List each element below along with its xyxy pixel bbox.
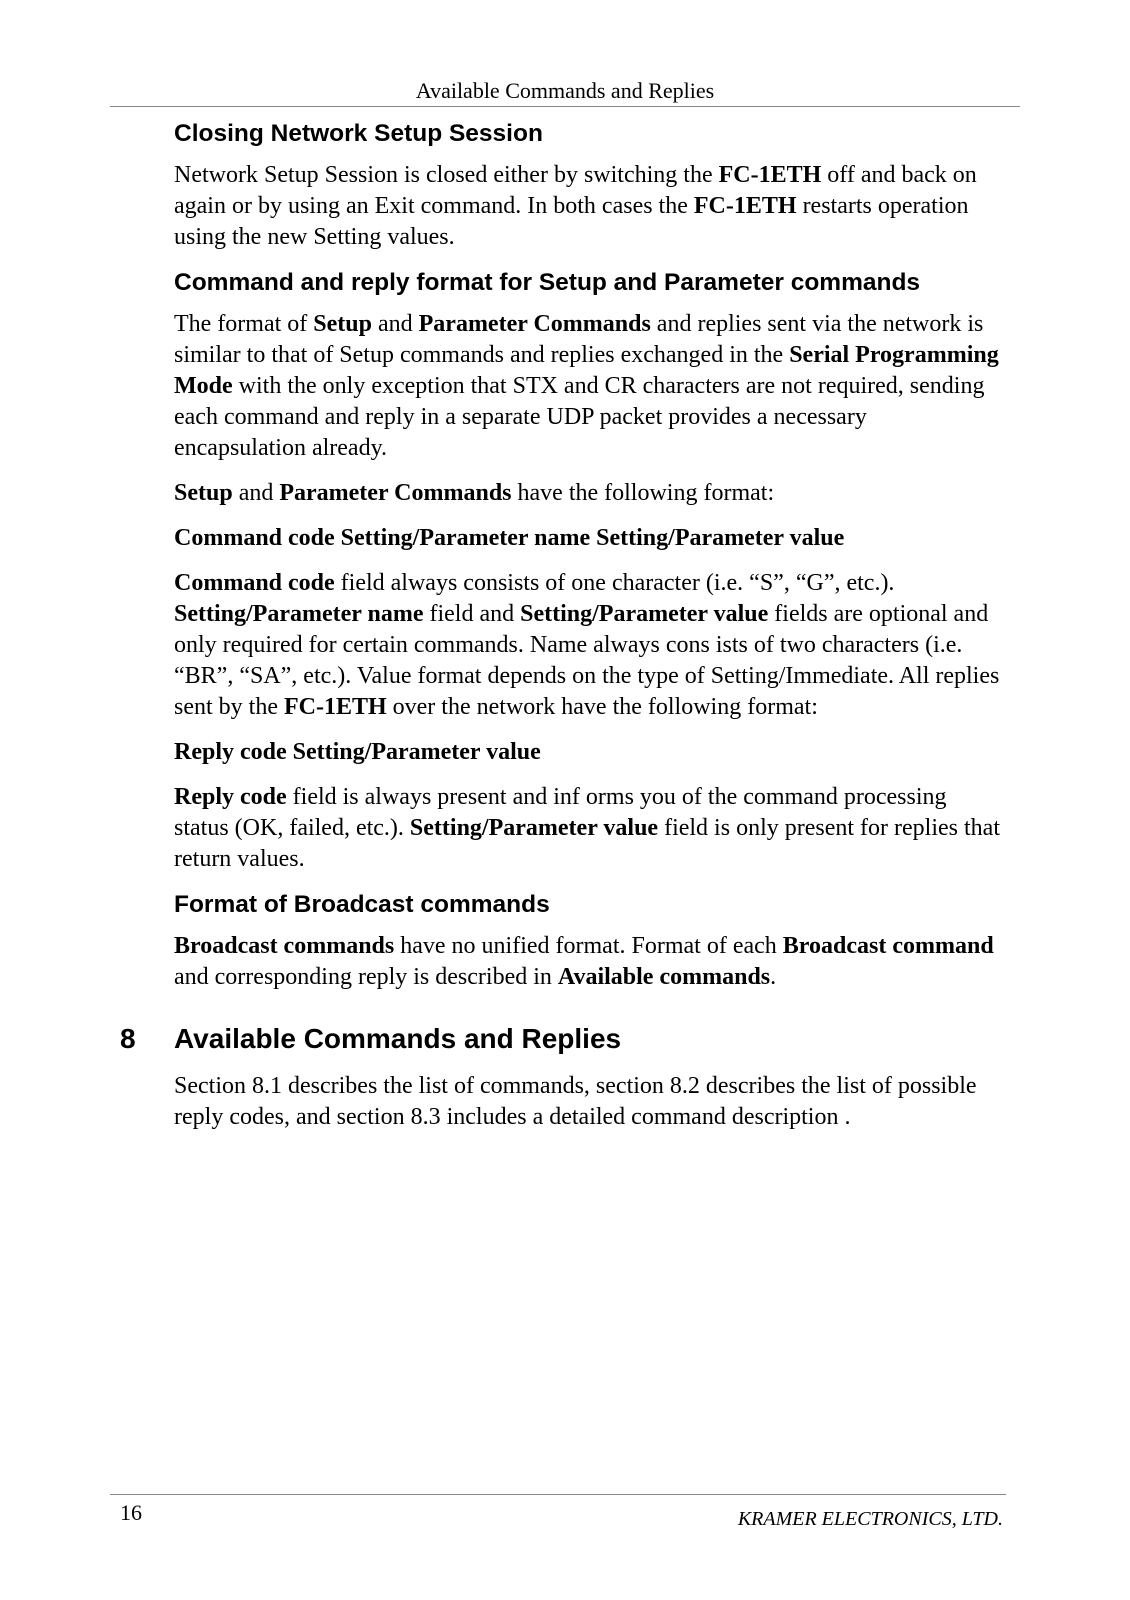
text: have the following format: bbox=[511, 480, 775, 506]
reply-format-line: Reply code Setting/Parameter value bbox=[174, 739, 541, 765]
text: The format of bbox=[174, 311, 314, 337]
bold-term: Available commands bbox=[557, 964, 771, 990]
header-rule bbox=[110, 106, 1020, 107]
product-name: FC-1ETH bbox=[283, 694, 387, 720]
text: Network Setup Session is closed either by switching the bbox=[174, 162, 719, 188]
text: with the only exception that STX and CR characters are not required, sending each command and reply in a separate UDP packet provides a necessary encapsulation already. bbox=[174, 373, 985, 461]
bold-term: Parameter Commands bbox=[418, 311, 651, 337]
text: and bbox=[232, 480, 280, 506]
company-name: KRAMER ELECTRONICS, LTD. bbox=[737, 1508, 1003, 1530]
text: off and back on again or by using an Exit command. In both cases the bbox=[174, 162, 977, 219]
text: field is always present and inf orms you of the command processing status (OK, failed, etc.). bbox=[174, 784, 947, 841]
bold-term: Setup bbox=[313, 311, 372, 337]
bold-term: Setting/Parameter value bbox=[409, 815, 659, 841]
bold-term: Broadcast commands bbox=[174, 933, 395, 959]
text: field is only present for replies that return values. bbox=[174, 815, 1000, 872]
chapter-title: Available Commands and Replies bbox=[174, 1023, 622, 1054]
page-content bbox=[120, 118, 1004, 1147]
text: field and bbox=[423, 601, 521, 627]
bold-term: Setup bbox=[174, 480, 233, 506]
text: and corresponding reply is described in bbox=[174, 964, 558, 990]
chapter-heading bbox=[120, 1021, 1004, 1057]
text: restarts operation using the new Setting values. bbox=[174, 193, 969, 250]
page-number: 16 bbox=[120, 1500, 142, 1525]
text: . bbox=[770, 964, 777, 990]
product-name: FC-1ETH bbox=[693, 193, 797, 219]
text: fields are optional and only required for certain commands. Name always cons ists of two characters (i.e. “BR”, “SA”, etc.). Value format depends on the type of Setting/Immediate. All replies sent by the bbox=[174, 601, 1000, 720]
bold-term: Setting/Parameter name bbox=[174, 601, 424, 627]
paragraph-command-fields bbox=[174, 568, 1004, 723]
paragraph-chapter-intro: Section 8.1 describes the list of commands, section 8.2 describes the list of possible reply codes, and section 8.3 includes a detailed command description . bbox=[174, 1073, 977, 1130]
bold-term: Parameter Commands bbox=[279, 480, 512, 506]
bold-term: Reply code bbox=[174, 784, 287, 810]
running-header: Available Commands and Replies bbox=[415, 78, 715, 103]
paragraph-closing-session bbox=[174, 160, 1004, 253]
text: field always consists of one character (i.e. “S”, “G”, etc.). bbox=[334, 570, 895, 596]
heading-command-reply-format: Command and reply format for Setup and Parameter commands bbox=[174, 269, 921, 296]
chapter-number: 8 bbox=[120, 1023, 136, 1054]
text: have no unified format. Format of each bbox=[394, 933, 783, 959]
paragraph-reply-fields bbox=[174, 782, 1004, 875]
paragraph-format-lead bbox=[174, 478, 1004, 509]
bold-term: Setting/Parameter value bbox=[520, 601, 769, 627]
footer-rule bbox=[110, 1494, 1006, 1495]
bold-term: Broadcast command bbox=[782, 933, 994, 959]
heading-closing-session: Closing Network Setup Session bbox=[174, 120, 543, 147]
paragraph-broadcast bbox=[174, 931, 1004, 993]
command-format-line: Command code Setting/Parameter name Setting/Parameter value bbox=[174, 525, 845, 551]
heading-broadcast-format: Format of Broadcast commands bbox=[174, 891, 550, 918]
bold-term: Serial Programming Mode bbox=[174, 342, 999, 399]
text: over the network have the following format: bbox=[386, 694, 818, 720]
paragraph-format-intro bbox=[174, 309, 1004, 464]
text: and bbox=[371, 311, 419, 337]
text: and replies sent via the network is similar to that of Setup commands and replies exchanged in the bbox=[174, 311, 984, 368]
bold-term: Command code bbox=[174, 570, 335, 596]
product-name: FC-1ETH bbox=[718, 162, 822, 188]
